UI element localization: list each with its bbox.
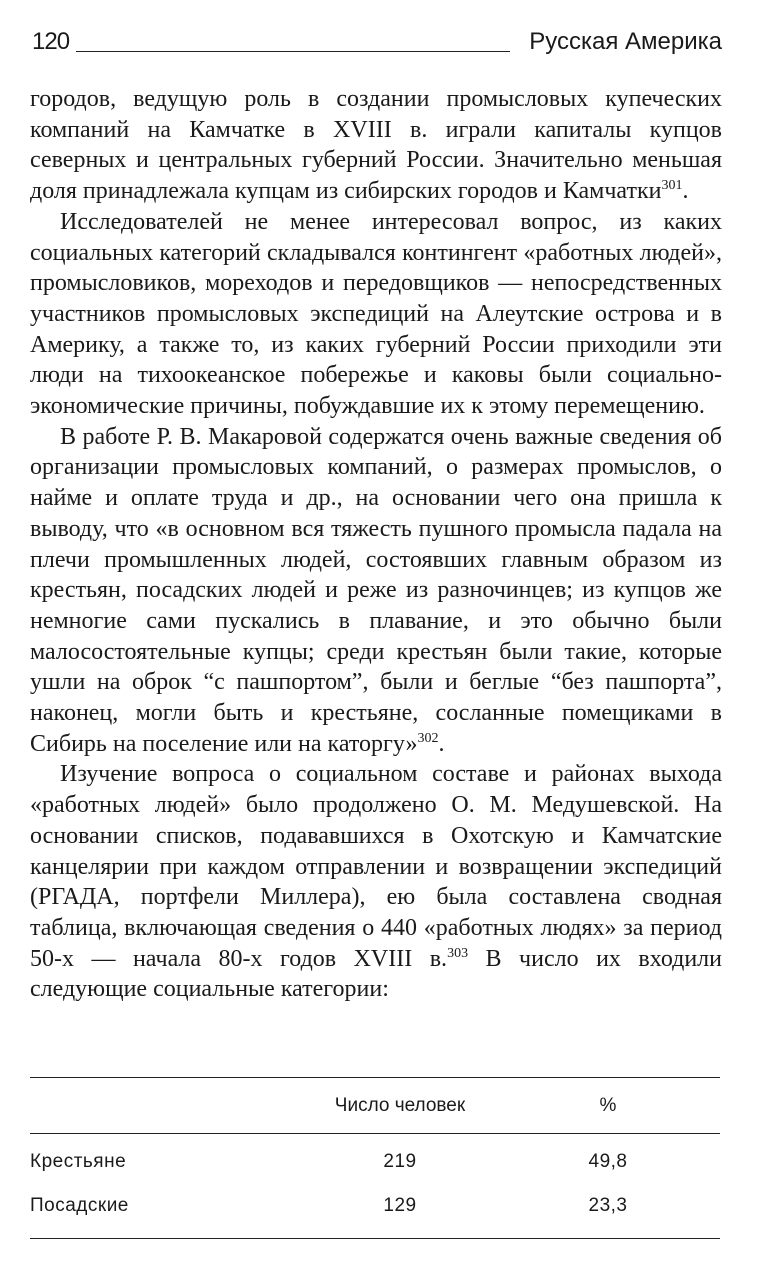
page-number: 120 xyxy=(32,28,70,55)
column-header-percent: % xyxy=(599,1094,617,1116)
row-category: Крестьяне xyxy=(30,1151,127,1172)
paragraph-1 xyxy=(30,84,722,207)
row-category: Посадские xyxy=(30,1195,129,1216)
table-bottom-rule xyxy=(30,1238,720,1239)
paragraph-tail: В число их входили следующие социальные категории: xyxy=(30,945,722,1003)
body-text xyxy=(30,84,722,1005)
table-header-rule xyxy=(30,1133,720,1134)
column-header-count: Число человек xyxy=(334,1094,466,1116)
table-header-row xyxy=(30,1078,720,1133)
header-rule xyxy=(76,51,510,52)
footnote-ref: 301 xyxy=(661,178,683,194)
paragraph-tail: . xyxy=(438,730,445,757)
paragraph-4 xyxy=(30,759,722,1005)
paragraph-3 xyxy=(30,422,722,760)
table-row xyxy=(30,1138,720,1186)
paragraph-text: В работе Р. В. Макаровой содержатся очень важные сведения об организации промысловых компаний, о размерах промыслов, о найме и оплате труда и др., на основании чего она пришла к выводу, что «в основном вся тяжесть пушного промысла падала на плечи промышленных людей, состоявших главным образом из крестьян, посадских людей и реже из разночинцев; из купцов же немногие сами пускались в плавание, и это обычно были малосостоятельные купцы; среди крестьян были такие, которые ушли на оброк “с пашпортом”, были и беглые “без пашпорта”, наконец, могли быть и крестьяне, сосланные помещиками в Сибирь на поселение или на каторгу» xyxy=(30,423,722,757)
row-count: 219 xyxy=(383,1151,417,1172)
footnote-ref: 303 xyxy=(447,945,469,961)
book-title: Русская Америка xyxy=(529,28,722,55)
paragraph-2 xyxy=(30,207,722,422)
running-header xyxy=(32,22,722,62)
paragraph-tail: . xyxy=(682,178,689,205)
footnote-ref: 302 xyxy=(417,730,439,746)
row-percent: 23,3 xyxy=(588,1195,628,1216)
social-categories-table xyxy=(30,1077,720,1239)
paragraph-text: городов, ведущую роль в создании промысловых купеческих компаний на Камчатке в XVIII в. играли капиталы купцов северных и центральных губерний России. Значительно меньшая доля принадлежала купцам из сибирских городов и Камчатки xyxy=(30,86,722,205)
row-percent: 49,8 xyxy=(588,1151,628,1172)
paragraph-text: Исследователей не менее интересовал вопрос, из каких социальных категорий складывался контингент «работных людей», промысловиков, мореходов и передовщиков — непосредственных участников промысловых экспедиций на Алеутские острова и в Америку, а также то, из каких губерний России приходили эти люди на тихоокеанское побережье и каковы были социально-экономические причины, побуждавшие их к этому перемещению. xyxy=(30,208,722,420)
table-row xyxy=(30,1186,720,1226)
row-count: 129 xyxy=(383,1195,417,1216)
paragraph-text: Изучение вопроса о социальном составе и районах выхода «работных людей» было продолжено О. М. Медушевской. На основании списков, подававшихся в Охотскую и Камчатские канцелярии при каждом отправлении и возвращении экспедиций (РГАДА, портфели Миллера), ею была составлена сводная таблица, включающая сведения о 440 «работных людях» за период 50-х — начала 80-х годов XVIII в. xyxy=(30,761,722,972)
